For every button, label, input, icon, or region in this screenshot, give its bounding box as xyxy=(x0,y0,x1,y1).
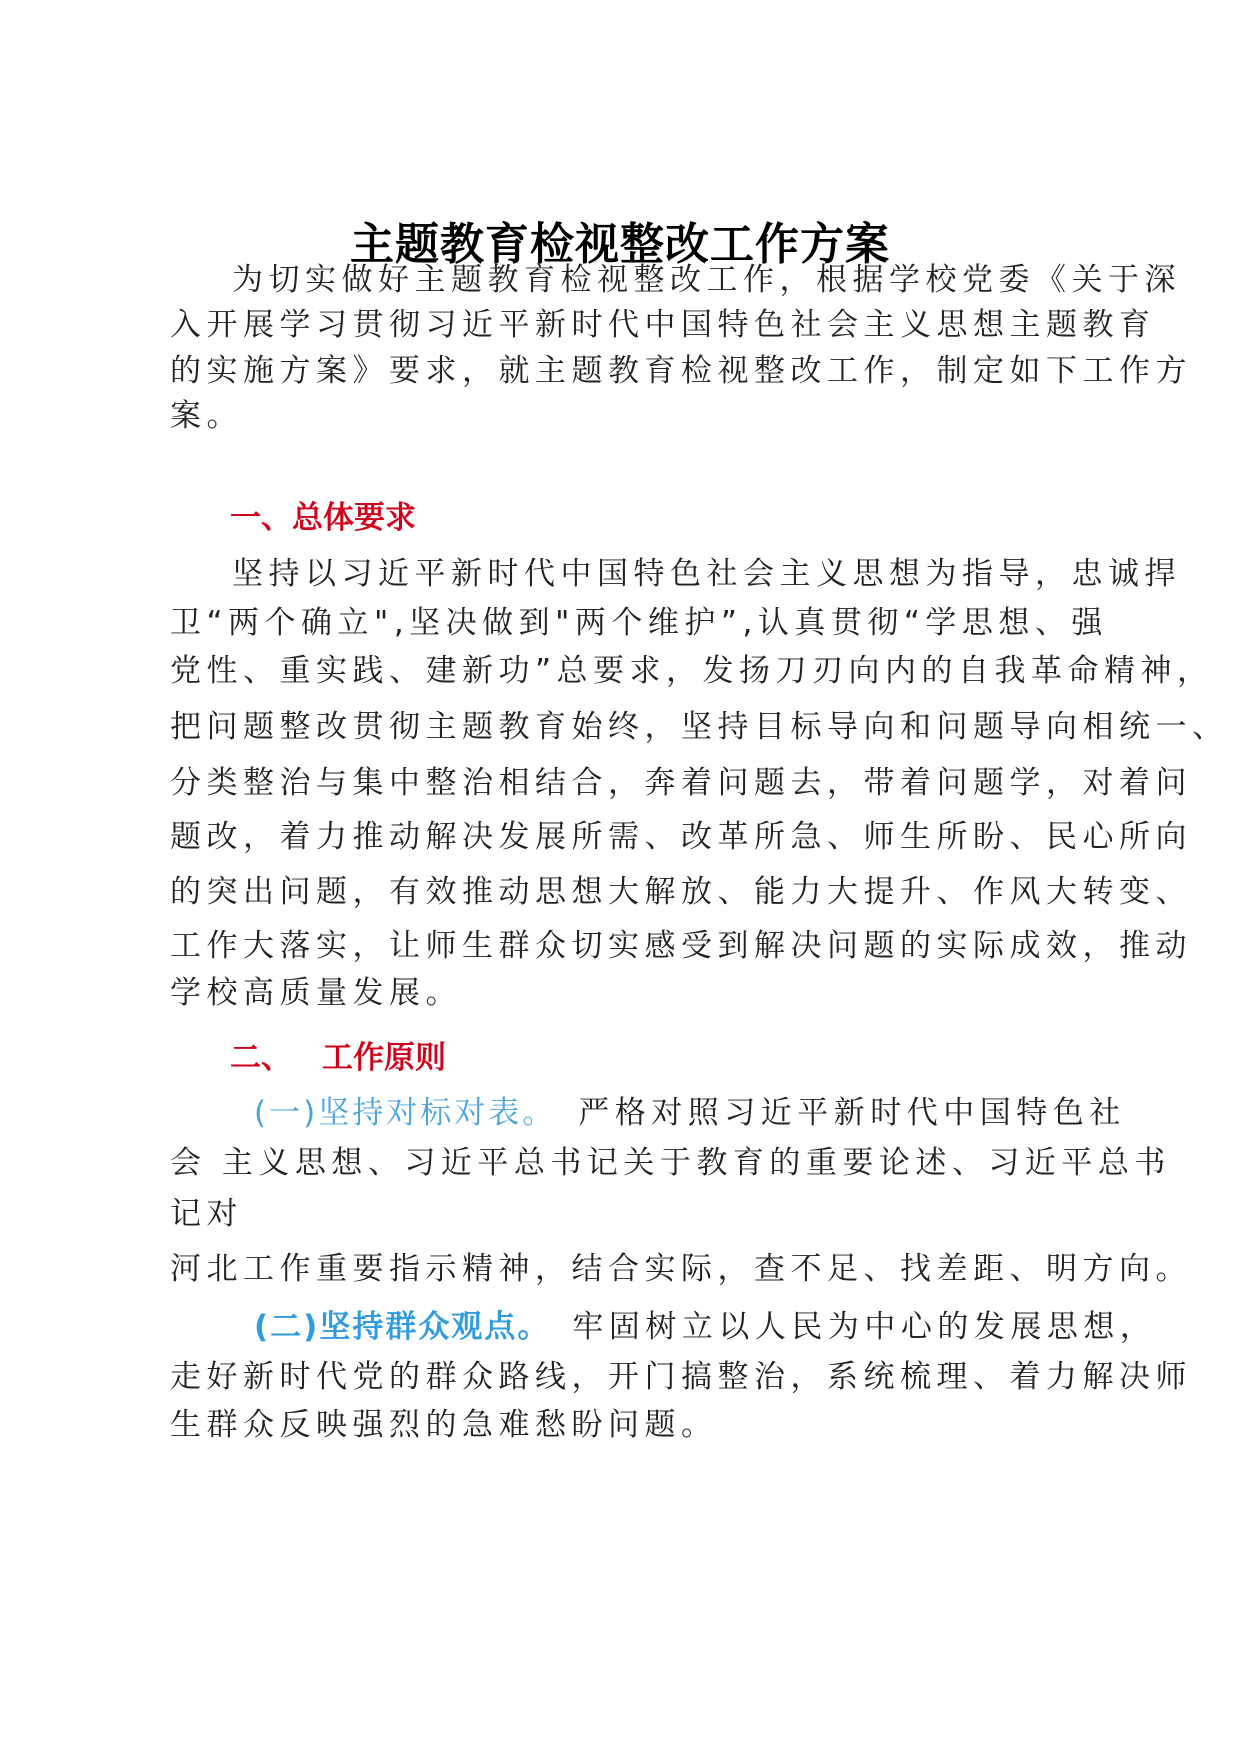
principle-1-line-1 xyxy=(254,1091,1126,1135)
intro-line-3: 的实施方案》要求，就主题教育检视整改工作，制定如下工作方 xyxy=(170,353,1192,389)
intro-line-1: 为切实做好主题教育检视整改工作，根据学校党委《关于深 xyxy=(232,262,1181,298)
principle-2-line-2: 走好新时代党的群众路线，开门搞整治，系统梳理、着力解决师 xyxy=(170,1359,1192,1395)
section2-heading-text: 工作原则 xyxy=(322,1040,446,1076)
intro-line-4: 案。 xyxy=(170,398,243,434)
section1-line-3: 党性、重实践、建新功”总要求，发扬刀刃向内的自我革命精神， xyxy=(170,653,1214,689)
principle-1-label: (一)坚持对标对表。 xyxy=(254,1095,557,1131)
principle-1-text: 严格对照习近平新时代中国特色社 xyxy=(578,1095,1126,1131)
section1-line-7: 的突出问题，有效推动思想大解放、能力大提升、作风大转变、 xyxy=(170,874,1192,910)
intro-line-2: 入开展学习贯彻习近平新时代中国特色社会主义思想主题教育 xyxy=(170,307,1156,343)
section1-line-6: 题改，着力推动解决发展所需、改革所急、师生所盼、民心所向 xyxy=(170,819,1192,855)
principle-1-line-3: 记对 xyxy=(170,1196,243,1232)
principle-1-line-4: 河北工作重要指示精神，结合实际，查不足、找差距、明方向。 xyxy=(170,1251,1192,1287)
principle-2-line-3: 生群众反映强烈的急难愁盼问题。 xyxy=(170,1407,718,1443)
section1-line-8: 工作大落实，让师生群众切实感受到解决问题的实际成效，推动 xyxy=(170,928,1192,964)
section1-line-2: 卫“两个确立",坚决做到"两个维护”,认真贯彻“学思想、强 xyxy=(170,605,1108,641)
principle-2-text: 牢固树立以人民为中心的发展思想， xyxy=(572,1309,1157,1345)
document-title: 主题教育检视整改工作方案 xyxy=(350,219,890,270)
principle-2-line-1 xyxy=(254,1305,1156,1349)
section2-heading-number: 二、 xyxy=(230,1040,292,1076)
principle-1-line-2: 会 主义思想、习近平总书记关于教育的重要论述、习近平总书 xyxy=(170,1145,1171,1181)
section1-line-4: 把问题整改贯彻主题教育始终，坚持目标导向和问题导向相统一、 xyxy=(170,709,1229,745)
section1-line-9: 学校高质量发展。 xyxy=(170,975,462,1011)
section1-heading: 一、总体要求 xyxy=(230,500,416,536)
section1-line-5: 分类整治与集中整治相结合，奔着问题去，带着问题学，对着问 xyxy=(170,765,1192,801)
section2-heading xyxy=(230,1036,446,1080)
principle-2-label: (二)坚持群众观点。 xyxy=(254,1309,551,1345)
section1-line-1: 坚持以习近平新时代中国特色社会主义思想为指导，忠诚捍 xyxy=(232,556,1181,592)
